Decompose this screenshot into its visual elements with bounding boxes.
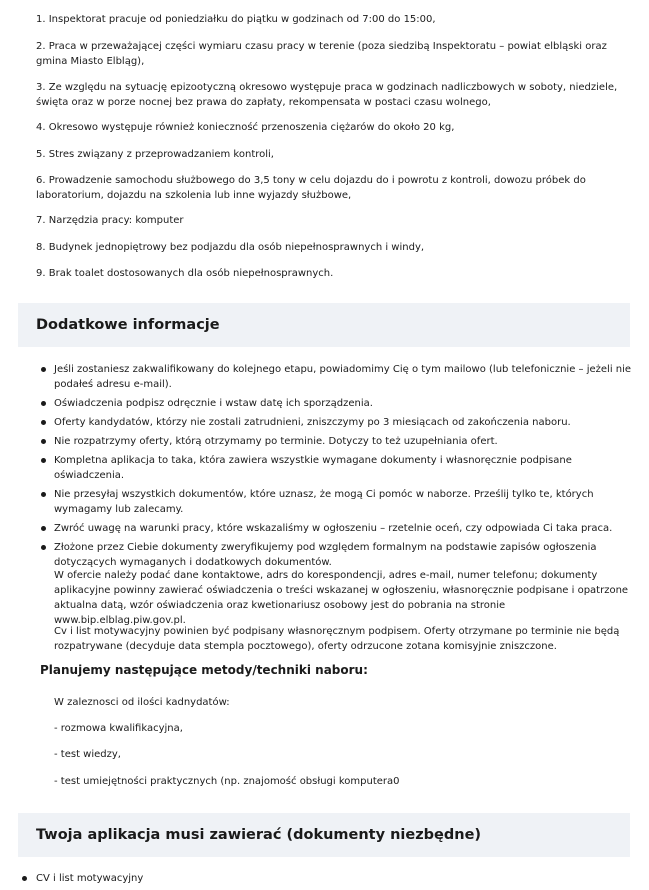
method-item: W zaleznosci od ilości kadnydatów:	[54, 697, 230, 708]
list-item: Oferty kandydatów, którzy nie zostali zatrudnieni, zniszczymy po 3 miesiącach od zakończenia naboru.	[36, 415, 632, 430]
condition-item: 9. Brak toalet dostosowanych dla osób niepełnosprawnych.	[36, 268, 334, 279]
list-item: Złożone przez Ciebie dokumenty zweryfikujemy pod względem formalnym na podstawie zapisów ogłoszenia dotyczących wymaganych i dodatkowych dokumentów.	[36, 540, 632, 570]
list-item: Jeśli zostaniesz zakwalifikowany do kolejnego etapu, powiadomimy Cię o tym mailowo (lub telefonicznie – jeżeli nie podałeś adresu e-mail).	[36, 362, 632, 392]
section-title: Twoja aplikacja musi zawierać (dokumenty niezbędne)	[36, 826, 482, 843]
condition-item: 6. Prowadzenie samochodu służbowego do 3,5 tony w celu dojazdu do i powrotu z kontroli, dowozu próbek do laboratorium, dojazdu na szkolenia lub inne wyjazdy służbowe,	[36, 175, 586, 201]
condition-item: 4. Okresowo występuje również konieczność przenoszenia ciężarów do około 20 kg,	[36, 122, 455, 133]
signature-paragraph: Cv i list motywacyjny powinien być podpisany własnoręcznym podpisem. Oferty otrzymane po terminie nie będą rozpatrywane (decyduje data stempla pocztowego), oferty odrzucone zotana komisyjnie zniszczone.	[54, 626, 620, 652]
section-title: Dodatkowe informacje	[36, 316, 220, 333]
condition-item: 3. Ze względu na sytuację epizootyczną okresowo występuje praca w godzinach nadliczbowych w soboty, niedziele, święta oraz w porze nocnej bez prawa do zapłaty, rekompensata w postaci czasu wolnego,	[36, 82, 618, 108]
condition-item: 5. Stres związany z przeprowadzaniem kontroli,	[36, 149, 274, 160]
condition-item: 7. Narzędzia pracy: komputer	[36, 215, 184, 226]
required-documents-list	[0, 871, 143, 886]
list-item: Nie przesyłaj wszystkich dokumentów, które uznasz, że mogą Ci pomóc w naborze. Prześlij tylko te, których wymagamy lub zalecamy.	[36, 487, 632, 517]
additional-info-list	[36, 362, 632, 574]
offer-contents-paragraph: W ofercie należy podać dane kontaktowe, adrs do korespondencji, adres e-mail, numer telefonu; dokumenty aplikacyjne powinny zawierać oświadczenia o treści wskazanej w ogłoszeniu, własnoręcznie podpisane i opatrzone aktualna datą, wzór oświadczenia oraz kwetionariusz osobowy jest do pobrania na stronie www.bip.elblag.piw.gov.pl.	[54, 570, 629, 626]
list-item: Kompletna aplikacja to taka, która zawiera wszystkie wymagane dokumenty i własnoręcznie podpisane oświadczenia.	[36, 453, 632, 483]
additional-info-header	[18, 303, 630, 347]
method-item: - rozmowa kwalifikacyjna,	[54, 723, 183, 734]
list-item: Oświadczenia podpisz odręcznie i wstaw datę ich sporządzenia.	[36, 396, 632, 411]
methods-title: Planujemy następujące metody/techniki naboru:	[40, 663, 368, 677]
method-item: - test wiedzy,	[54, 749, 121, 760]
required-documents-header	[18, 813, 630, 857]
list-item: CV i list motywacyjny	[0, 871, 143, 886]
condition-item: 8. Budynek jednopiętrowy bez podjazdu dla osób niepełnosprawnych i windy,	[36, 242, 425, 253]
condition-item: 1. Inspektorat pracuje od poniedziałku do piątku w godzinach od 7:00 do 15:00,	[36, 14, 436, 25]
list-item: Zwróć uwagę na warunki pracy, które wskazaliśmy w ogłoszeniu – rzetelnie oceń, czy odpowiada Ci taka praca.	[36, 521, 632, 536]
condition-item: 2. Praca w przeważającej części wymiaru czasu pracy w terenie (poza siedzibą Inspektoratu – powiat elbląski oraz gmina Miasto Elbląg),	[36, 41, 607, 67]
list-item: Nie rozpatrzymy oferty, którą otrzymamy po terminie. Dotyczy to też uzupełniania ofert.	[36, 434, 632, 449]
method-item: - test umiejętności praktycznych (np. znajomość obsługi komputera0	[54, 776, 400, 787]
